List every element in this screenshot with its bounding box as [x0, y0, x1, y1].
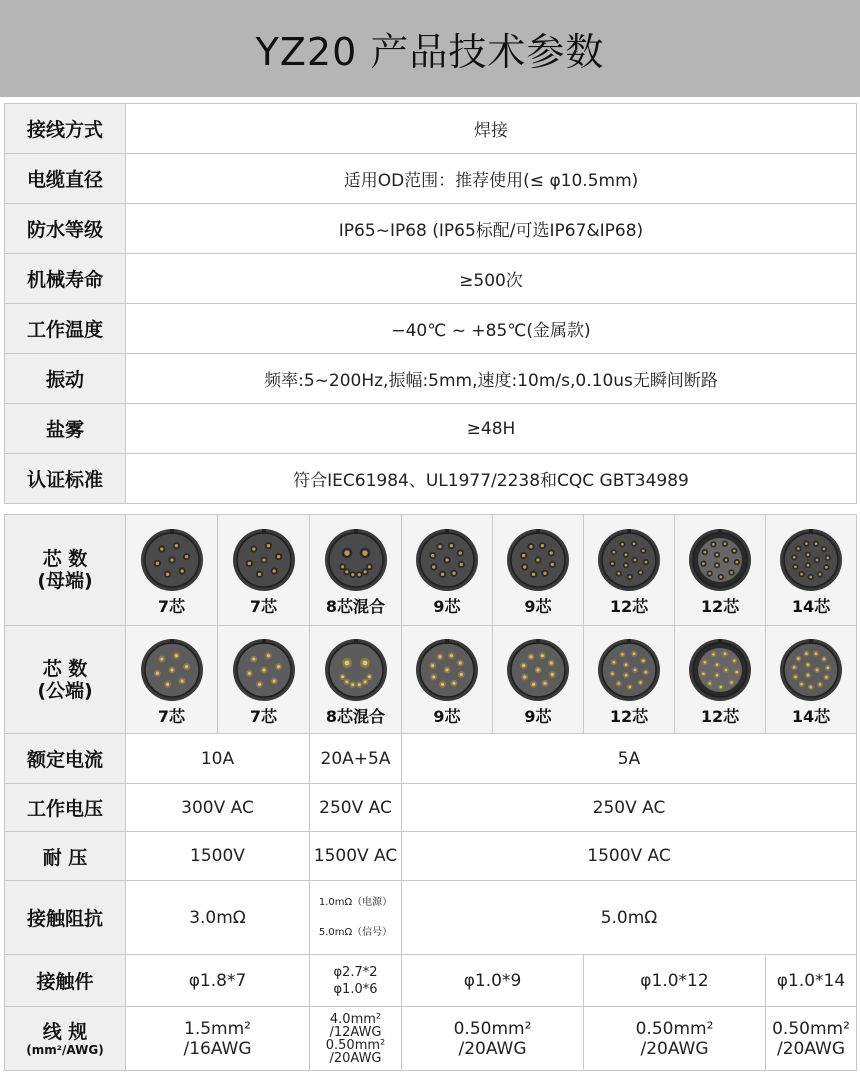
male-row: [5, 626, 857, 734]
spec-row: [5, 104, 857, 154]
resistance-signal: 5.0mΩ（信号）: [318, 926, 393, 938]
core-caption: 8芯混合: [325, 597, 386, 616]
wire-v3b: /20AWG: [458, 1038, 527, 1059]
core-caption: 9芯: [433, 706, 461, 726]
wire-v5: [766, 1007, 857, 1071]
voltage-v3: 250V AC: [402, 784, 857, 832]
contact-row: [5, 955, 857, 1007]
spec-label: 机械寿命: [5, 254, 126, 304]
core-caption: 9芯: [524, 597, 552, 616]
current-v2: 20A+5A: [310, 734, 402, 784]
wire-v4b: /20AWG: [640, 1038, 709, 1059]
female-cell: [584, 515, 675, 626]
connector-male-icon: [778, 637, 844, 703]
female-cell: [310, 515, 402, 626]
female-cell: [126, 515, 218, 626]
connector-male-icon: [687, 637, 753, 703]
core-caption: 12芯: [700, 597, 740, 616]
wire-v3a: 0.50mm²: [453, 1018, 532, 1039]
current-v1: 10A: [126, 734, 310, 784]
wire-v2d: /20AWG: [329, 1050, 382, 1066]
connector-male-icon: [139, 637, 205, 703]
core-caption: 7芯: [249, 706, 278, 726]
core-caption: 8芯混合: [325, 706, 386, 726]
male-cell: [493, 626, 584, 734]
core-caption: 12芯: [609, 706, 649, 726]
wire-v2a: 4.0mm²: [329, 1011, 382, 1027]
female-cell: [766, 515, 857, 626]
male-cell: [402, 626, 493, 734]
contact-v2a: φ2.7*2: [333, 964, 378, 980]
male-label: [5, 626, 126, 734]
female-cell: [402, 515, 493, 626]
wire-v1b: /16AWG: [183, 1038, 252, 1059]
voltage-v1: 300V AC: [126, 784, 310, 832]
male-label-a: 芯 数: [42, 657, 88, 680]
connector-male-icon: [323, 637, 389, 703]
resistance-power: 1.0mΩ（电源）: [318, 896, 393, 908]
core-caption: 14芯: [791, 706, 831, 726]
spec-row: [5, 204, 857, 254]
withstand-v3: 1500V AC: [402, 832, 857, 881]
spec-value: 焊接: [126, 104, 857, 154]
connector-female-icon: [231, 527, 297, 593]
connector-male-icon: [231, 637, 297, 703]
male-cell: [675, 626, 766, 734]
connector-female-icon: [687, 527, 753, 593]
core-caption: 7芯: [157, 706, 186, 726]
wire-v1: [126, 1007, 310, 1071]
spec-label: 接线方式: [5, 104, 126, 154]
female-label: [5, 515, 126, 626]
page-title: YZ20 产品技术参数: [255, 30, 605, 74]
female-label-a: 芯 数: [42, 548, 88, 570]
connector-female-icon: [778, 527, 844, 593]
wire-row: [5, 1007, 857, 1071]
core-caption: 12芯: [609, 597, 649, 616]
core-caption: 12芯: [700, 706, 740, 726]
connector-female-icon: [505, 527, 571, 593]
wire-v2b: /12AWG: [329, 1024, 382, 1040]
wire-v4: [584, 1007, 766, 1071]
male-cell: [126, 626, 218, 734]
wire-v4a: 0.50mm²: [635, 1018, 714, 1039]
current-label: 额定电流: [5, 734, 126, 784]
spec-value: 频率:5~200Hz,振幅:5mm,速度:10m/s,0.10us无瞬间断路: [126, 354, 857, 404]
core-caption: 7芯: [249, 597, 278, 616]
spec-label: 认证标准: [5, 454, 126, 504]
connector-male-icon: [505, 637, 571, 703]
male-cell: [218, 626, 310, 734]
resistance-v1: 3.0mΩ: [126, 881, 310, 955]
wire-v2: [310, 1007, 402, 1071]
spec-value: −40℃ ~ +85℃(金属款): [126, 304, 857, 354]
resistance-v2: [310, 881, 402, 955]
spec-row: [5, 404, 857, 454]
spec-row: [5, 154, 857, 204]
spec-value: 符合IEC61984、UL1977/2238和CQC GBT34989: [126, 454, 857, 504]
male-cell: [584, 626, 675, 734]
connector-male-icon: [414, 637, 480, 703]
spec-row: [5, 304, 857, 354]
wire-label-a: 线 规: [42, 1020, 88, 1043]
contact-v3: φ1.0*9: [402, 955, 584, 1007]
female-cell: [218, 515, 310, 626]
spec-table: [4, 103, 857, 504]
wire-label: [5, 1007, 126, 1071]
contact-v2: [310, 955, 402, 1007]
connector-male-icon: [596, 637, 662, 703]
wire-v2c: 0.50mm²: [325, 1037, 386, 1053]
page-header: [0, 0, 860, 97]
current-row: [5, 734, 857, 784]
spec-row: [5, 454, 857, 504]
male-label-b: (公端): [37, 679, 93, 702]
core-caption: 7芯: [157, 597, 186, 616]
withstand-label: 耐 压: [5, 832, 126, 881]
voltage-v2: 250V AC: [310, 784, 402, 832]
female-label-b: (母端): [37, 570, 93, 592]
contact-v2b: φ1.0*6: [333, 981, 378, 997]
connector-female-icon: [596, 527, 662, 593]
withstand-row: [5, 832, 857, 881]
connector-female-icon: [139, 527, 205, 593]
male-cell: [766, 626, 857, 734]
connector-female-icon: [414, 527, 480, 593]
spec-value: 适用OD范围：推荐使用(≤ φ10.5mm): [126, 154, 857, 204]
resistance-row: [5, 881, 857, 955]
core-caption: 14芯: [791, 597, 831, 616]
resistance-v3: 5.0mΩ: [402, 881, 857, 955]
female-cell: [493, 515, 584, 626]
resistance-label: 接触阻抗: [5, 881, 126, 955]
spec-value: IP65~IP68 (IP65标配/可选IP67&IP68): [126, 204, 857, 254]
contact-v4: φ1.0*12: [584, 955, 766, 1007]
contact-v5: φ1.0*14: [766, 955, 857, 1007]
female-row: [5, 515, 857, 626]
wire-v5a: 0.50mm²: [772, 1018, 850, 1039]
spec-row: [5, 354, 857, 404]
core-table: [4, 514, 857, 1071]
spec-label: 工作温度: [5, 304, 126, 354]
wire-v3: [402, 1007, 584, 1071]
contact-label: 接触件: [5, 955, 126, 1007]
wire-label-b: (mm²/AWG): [26, 1042, 104, 1057]
voltage-label: 工作电压: [5, 784, 126, 832]
current-v3: 5A: [402, 734, 857, 784]
contact-v1: φ1.8*7: [126, 955, 310, 1007]
core-caption: 9芯: [524, 706, 552, 726]
male-cell: [310, 626, 402, 734]
wire-v1a: 1.5mm²: [184, 1018, 251, 1039]
withstand-v2: 1500V AC: [310, 832, 402, 881]
spec-label: 电缆直径: [5, 154, 126, 204]
core-caption: 9芯: [433, 597, 461, 616]
withstand-v1: 1500V: [126, 832, 310, 881]
spec-label: 振动: [5, 354, 126, 404]
spec-value: ≥48H: [126, 404, 857, 454]
female-cell: [675, 515, 766, 626]
spec-label: 盐雾: [5, 404, 126, 454]
wire-v5b: /20AWG: [776, 1038, 846, 1059]
spec-row: [5, 254, 857, 304]
spec-label: 防水等级: [5, 204, 126, 254]
voltage-row: [5, 784, 857, 832]
spec-value: ≥500次: [126, 254, 857, 304]
connector-female-icon: [323, 527, 389, 593]
